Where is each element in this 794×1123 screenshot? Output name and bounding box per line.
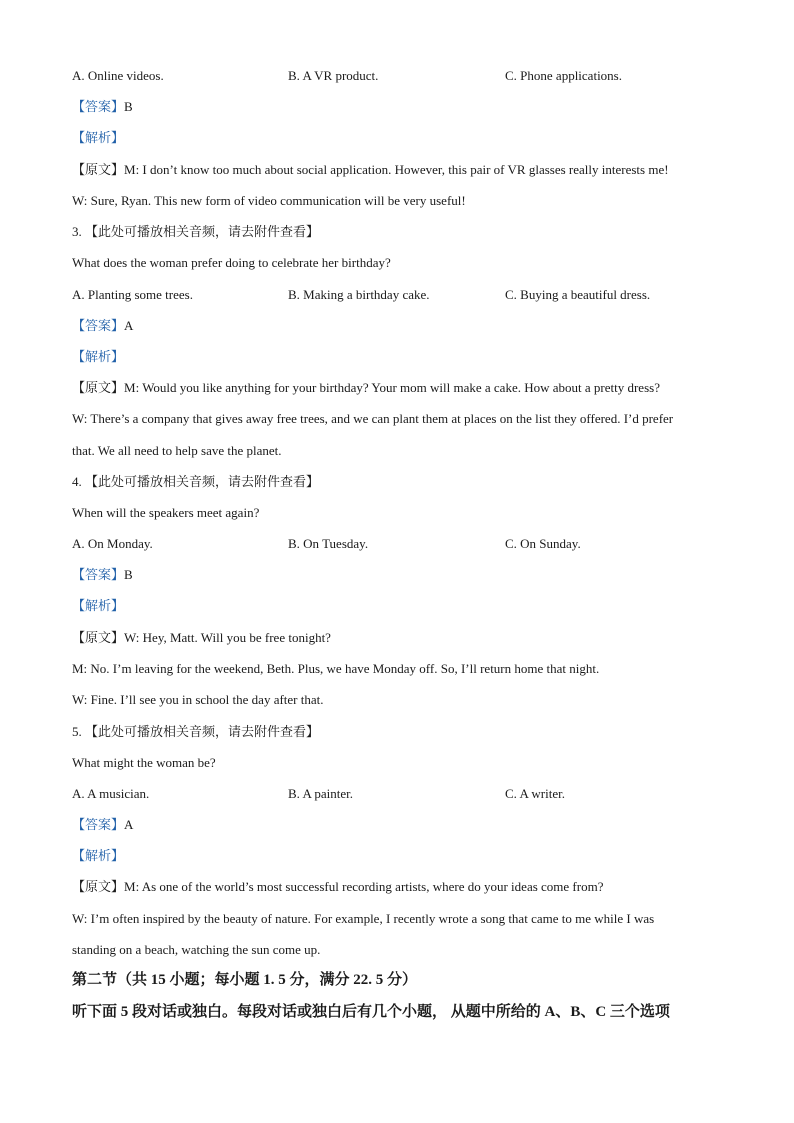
section2-title: 第二节（共 15 小题；每小题 1. 5 分，满分 22. 5 分） [72, 972, 418, 988]
original-label: 【原文】 [72, 162, 125, 177]
q2-analysis-label: 【解析】 [72, 130, 125, 145]
section2-instruction: 听下面 5 段对话或独白。每段对话或独白后有几个小题， 从题中所给的 A、B、C 三个选项 [72, 1004, 670, 1020]
q3-option-a: A. Planting some trees. [72, 287, 193, 302]
q5-option-c: C. A writer. [505, 786, 565, 801]
q5-option-b: B. A painter. [288, 786, 353, 801]
original-label: 【原文】 [72, 630, 125, 645]
q2-option-a: A. Online videos. [72, 68, 164, 83]
answer-value: B [124, 99, 133, 114]
q5-question: What might the woman be? [72, 755, 216, 770]
q3-option-c: C. Buying a beautiful dress. [505, 287, 651, 302]
q3-transcript-2: W: There’s a company that gives away free trees, and we can plant them at places on the list they offered. I’d prefer [72, 411, 674, 426]
q3-transcript-1 [72, 380, 660, 396]
q5-transcript-2: W: I’m often inspired by the beauty of nature. For example, I recently wrote a song that came to me while I was [72, 911, 655, 926]
q4-option-a: A. On Monday. [72, 536, 153, 551]
transcript-text: M: I don’t know too much about social application. However, this pair of VR glasses really interests me! [124, 162, 669, 177]
transcript-text: W: Hey, Matt. Will you be free tonight? [124, 630, 331, 645]
q5-header: 5. 【此处可播放相关音频，请去附件查看】 [72, 724, 320, 739]
q3-answer [72, 318, 133, 334]
q4-transcript-2: M: No. I’m leaving for the weekend, Beth. Plus, we have Monday off. So, I’ll return home that night. [72, 661, 600, 676]
q3-analysis-label: 【解析】 [72, 349, 125, 364]
q2-option-b: B. A VR product. [288, 68, 379, 83]
transcript-text: M: Would you like anything for your birthday? Your mom will make a cake. How about a pretty dress? [124, 380, 660, 395]
q5-analysis-label: 【解析】 [72, 848, 125, 863]
q3-option-b: B. Making a birthday cake. [288, 287, 430, 302]
q2-transcript-1 [72, 162, 669, 178]
q4-analysis-label: 【解析】 [72, 598, 125, 613]
q2-option-c: C. Phone applications. [505, 68, 622, 83]
q4-option-b: B. On Tuesday. [288, 536, 369, 551]
q5-option-a: A. A musician. [72, 786, 150, 801]
q3-header: 3. 【此处可播放相关音频，请去附件查看】 [72, 224, 320, 239]
q2-answer [72, 99, 133, 115]
q4-question: When will the speakers meet again? [72, 505, 260, 520]
answer-label: 【答案】 [72, 817, 125, 832]
q4-transcript-1 [72, 630, 331, 646]
q4-answer [72, 567, 133, 583]
q4-option-c: C. On Sunday. [505, 536, 581, 551]
q5-answer [72, 817, 133, 833]
q4-transcript-3: W: Fine. I’ll see you in school the day after that. [72, 692, 324, 707]
answer-value: A [124, 817, 134, 832]
transcript-text: M: As one of the world’s most successful recording artists, where do your ideas come from? [124, 879, 604, 894]
q5-transcript-3: standing on a beach, watching the sun come up. [72, 942, 321, 957]
answer-label: 【答案】 [72, 567, 125, 582]
answer-label: 【答案】 [72, 99, 125, 114]
original-label: 【原文】 [72, 380, 125, 395]
original-label: 【原文】 [72, 879, 125, 894]
q5-transcript-1 [72, 879, 603, 895]
q2-transcript-2: W: Sure, Ryan. This new form of video communication will be very useful! [72, 193, 466, 208]
answer-label: 【答案】 [72, 318, 125, 333]
answer-value: A [124, 318, 134, 333]
q3-question: What does the woman prefer doing to celebrate her birthday? [72, 255, 391, 270]
q4-header: 4. 【此处可播放相关音频，请去附件查看】 [72, 474, 320, 489]
answer-value: B [124, 567, 133, 582]
q3-transcript-3: that. We all need to help save the planet. [72, 443, 282, 458]
